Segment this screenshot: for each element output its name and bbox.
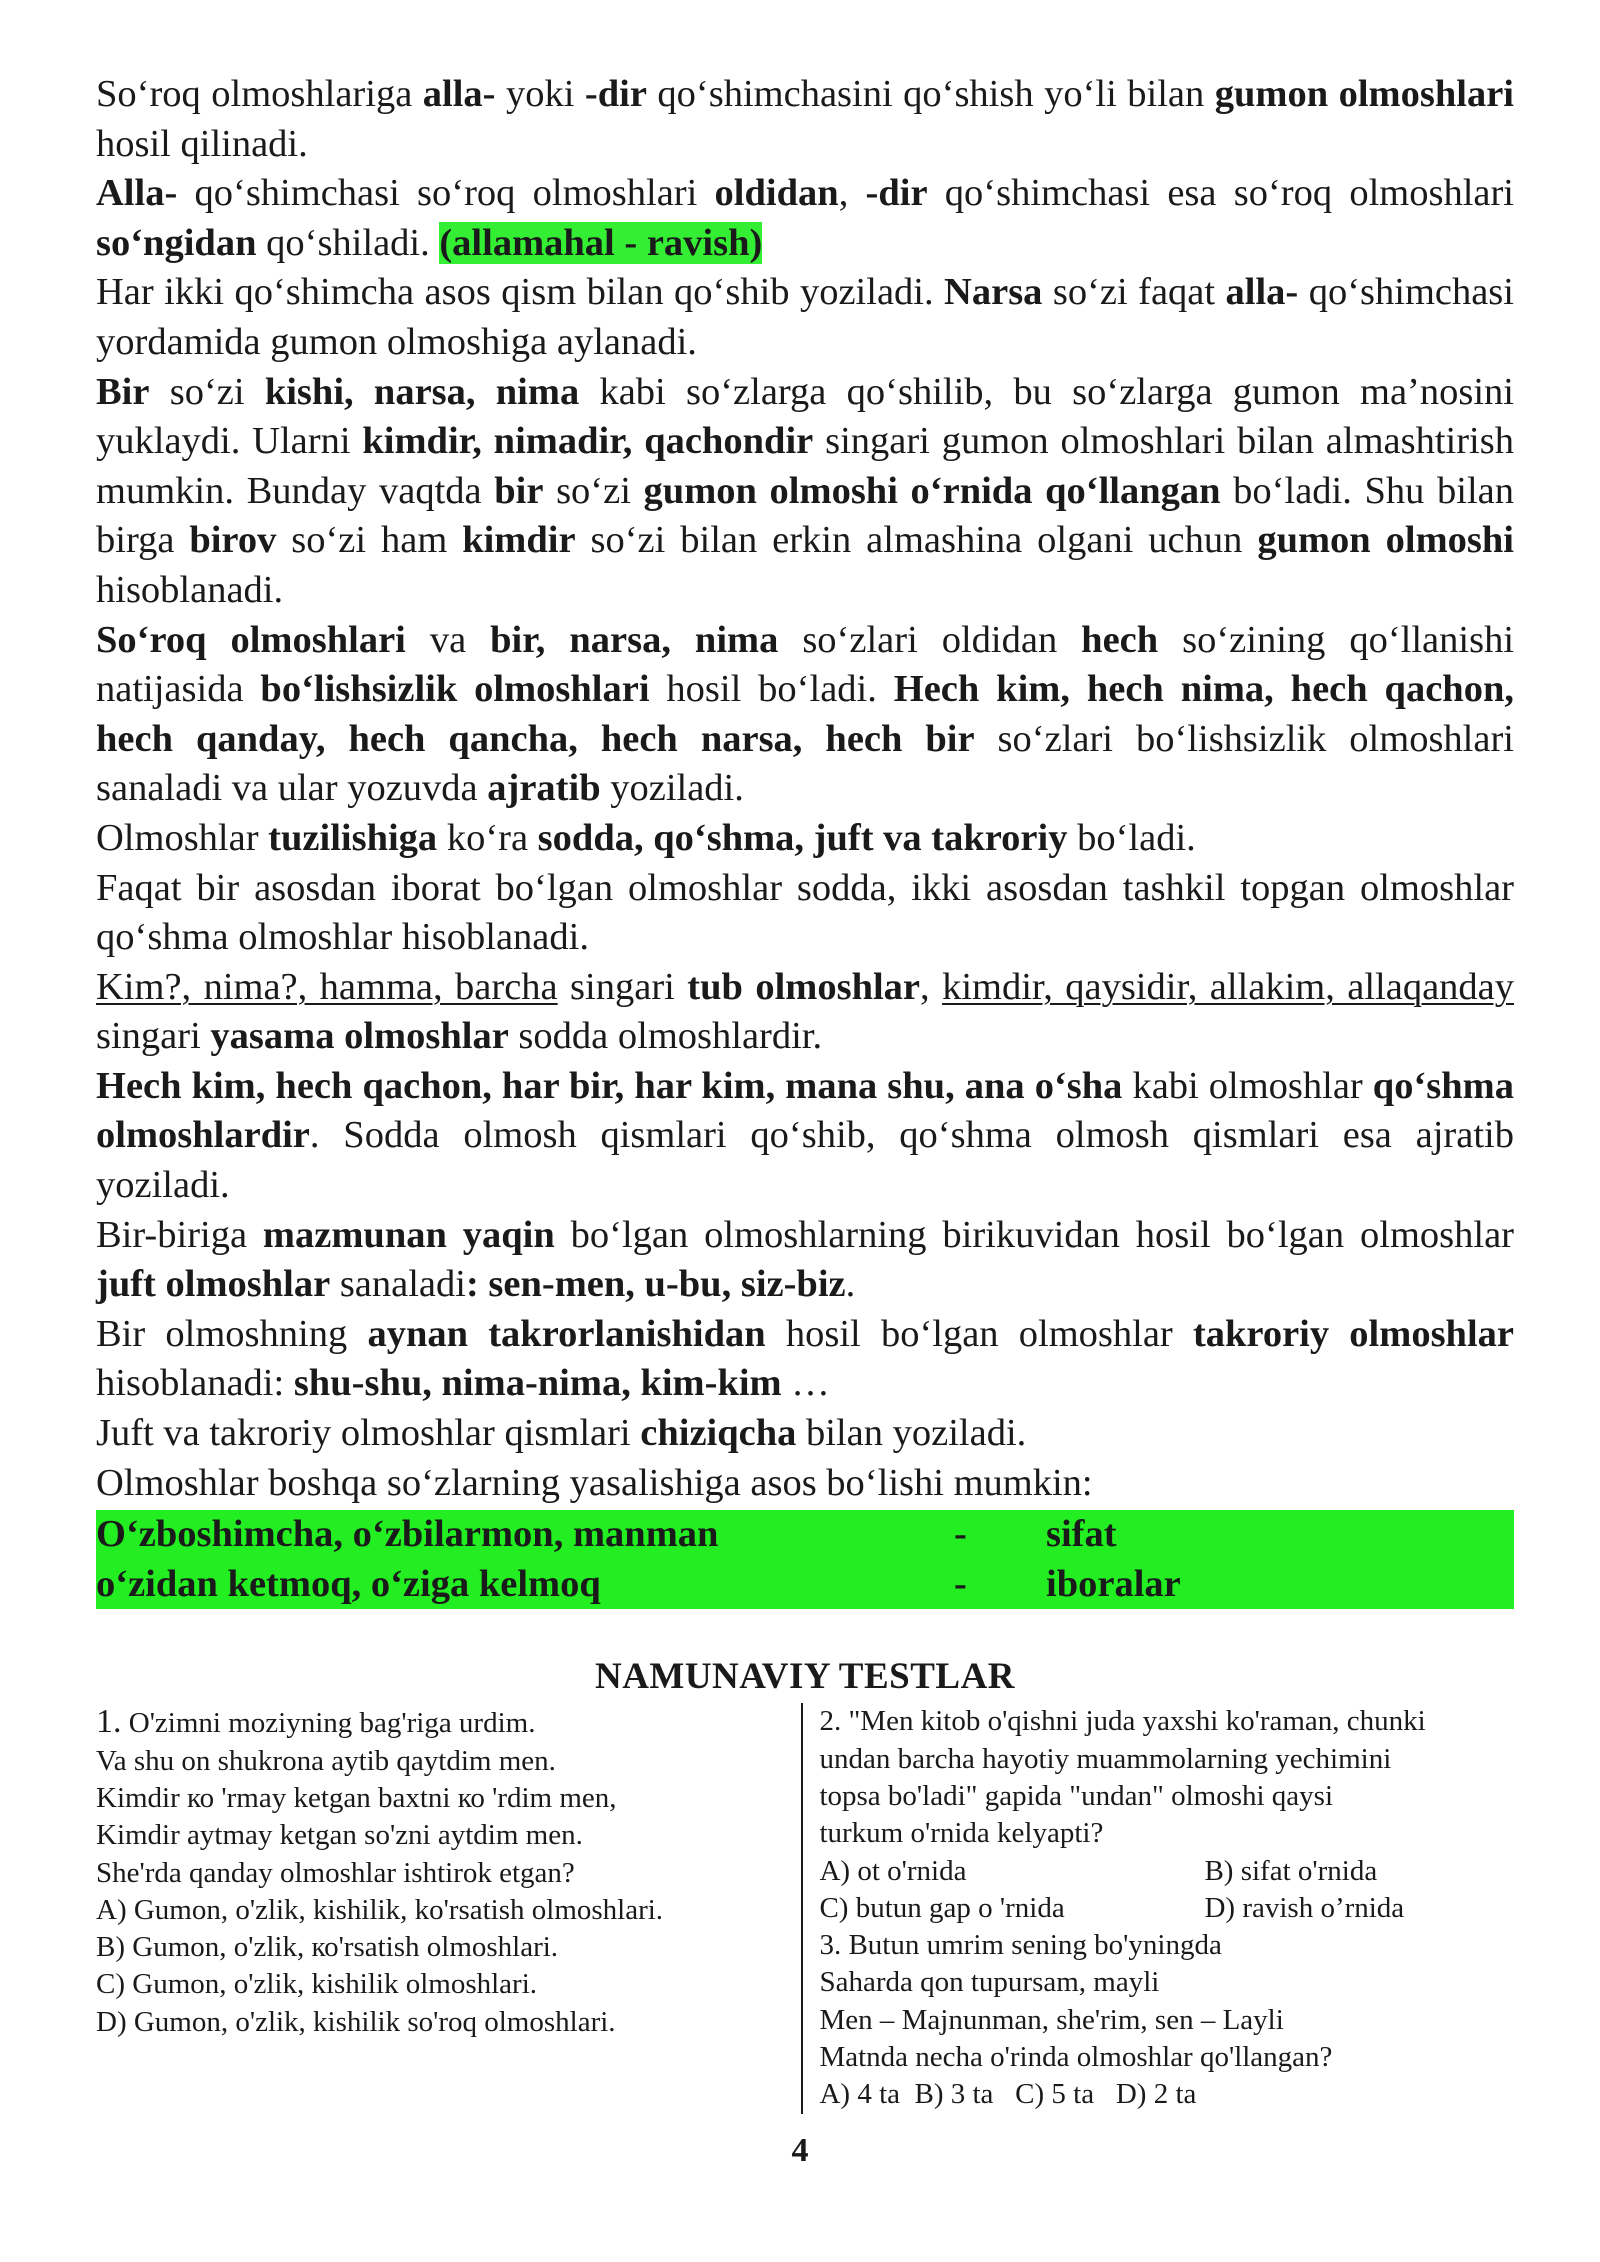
paragraph-3: Har ikki qo‘shimcha asos qism bilan qo‘shib yoziladi. Narsa so‘zi faqat alla- qo‘shimchasi yordamida gumon olmoshiga aylanadi. [96, 271, 1514, 363]
paragraph-9: Hech kim, hech qachon, har bir, har kim, mana shu, ana o‘sha kabi olmoshlar qo‘shma olmoshlardir. Sodda olmosh qismlari qo‘shib, qo‘shma olmosh qismlari esa ajratib yoziladi. [96, 1064, 1514, 1207]
table-cell-result: sifat [1046, 1513, 1117, 1556]
answer-options-row [819, 1853, 1514, 1890]
question-line: 3. Butun umrim sening bo'yningda [819, 1929, 1222, 1962]
table-row [96, 1560, 1514, 1610]
question-line: Va shu on shukrona aytib qaytdim men. [96, 1744, 556, 1777]
answer-options-row: A) 4 ta B) 3 ta C) 5 ta D) 2 ta [819, 2078, 1197, 2111]
paragraph-11: Bir olmoshning aynan takrorlanishidan hosil bo‘lgan olmoshlar takroriy olmoshlar hisoblanadi: shu-shu, nima-nima, kim-kim … [96, 1312, 1514, 1405]
answer-option: B) Gumon, o'zlik, ко'rsatish olmoshlari. [96, 1931, 559, 1964]
test-questions-2-3 [801, 1703, 1514, 2113]
paragraph-8: Kim?, nima?, hamma, barcha singari tub olmoshlar, kimdir, qaysidir, allakim, allaqanday singari yasama olmoshlar sodda olmoshlardir. [96, 965, 1515, 1058]
question-number: 1. [96, 1703, 122, 1741]
question-line: Kimdir aytmay ketgan so'zni aytdim men. [96, 1819, 583, 1852]
answer-option: C) Gumon, o'zlik, kishilik olmoshlari. [96, 1968, 538, 2001]
question-line: turkum o'rnida kelyapti? [819, 1817, 1104, 1850]
paragraph-7: Faqat bir asosdan iborat bo‘lgan olmoshlar sodda, ikki asosdan tashkil topgan olmoshlar qo‘shma olmoshlar hisoblanadi. [96, 866, 1514, 959]
answer-option: C) butun gap o 'rnida [819, 1891, 1065, 1924]
paragraph-5: So‘roq olmoshlari va bir, narsa, nima so‘zlari oldidan hech so‘zining qo‘llanishi natijasida bo‘lishsizlik olmoshlari hosil bo‘ladi. Hech kim, hech nima, hech qachon, hech qanday, hech qancha, hech narsa, hech bir so‘zlari bo‘lishsizlik olmoshlari sanaladi va ular yozuvda ajratib yoziladi. [96, 618, 1515, 810]
table-cell-result: iboralar [1046, 1562, 1181, 1605]
question-line: undan barcha hayotiy muammolarning yechimini [819, 1742, 1392, 1775]
question-line: Saharda qon tupursam, mayli [819, 1966, 1160, 1999]
test-question-1 [96, 1703, 798, 2113]
page-number: 4 [791, 2132, 809, 2169]
answer-option: A) ot o'rnida [819, 1854, 967, 1887]
paragraph-2: Alla- qo‘shimchasi so‘roq olmoshlari oldidan, -dir qo‘shimchasi esa so‘roq olmoshlari so‘ngidan qo‘shiladi. (allamahal - ravish) [96, 172, 1515, 264]
question-line: Kimdir ко 'rmay ketgan baxtni ко 'rdim men, [96, 1782, 617, 1814]
paragraph-4: Bir so‘zi kishi, narsa, nima kabi so‘zlarga qo‘shilib, bu so‘zlarga gumon ma’nosini yuklaydi. Ularni kimdir, nimadir, qachondir singari gumon olmoshlari bilan almashtirish mumkin. Bunday vaqtda bir so‘zi gumon olmoshi o‘rnida qo‘llangan bo‘ladi. Shu bilan birga birov so‘zi ham kimdir so‘zi bilan erkin almashina olgani uchun gumon olmoshi hisoblanadi. [96, 370, 1514, 611]
page-content [96, 70, 1514, 2114]
question-line: She'rda qanday olmoshlar ishtirok etgan? [96, 1856, 575, 1889]
question-line: Matnda necha o'rinda olmoshlar qo'llangan? [819, 2041, 1333, 2074]
answer-option: D) Gumon, o'zlik, kishilik so'roq olmoshlari. [96, 2005, 616, 2038]
tests-title: NAMUNAVIY TESTLAR [594, 1656, 1016, 1698]
table-row [96, 1510, 1514, 1560]
answer-option: D) ravish o’rnida [1204, 1891, 1405, 1924]
answer-option: B) sifat o'rnida [1204, 1854, 1378, 1887]
paragraph-6: Olmoshlar tuzilishiga ko‘ra sodda, qo‘shma, juft va takroriy bo‘ladi. [96, 816, 1196, 859]
paragraph-12: Juft va takroriy olmoshlar qismlari chiziqcha bilan yoziladi. [96, 1412, 1027, 1455]
paragraph-1: So‘roq olmoshlariga alla- yoki -dir qo‘shimchasini qo‘shish yo‘li bilan gumon olmoshlari hosil qilinadi. [96, 73, 1514, 165]
question-line: topsa bo'ladi" gapida "undan" olmoshi qaysi [819, 1780, 1334, 1812]
paragraph-13: Olmoshlar boshqa so‘zlarning yasalishiga asos bo‘lishi mumkin: [96, 1461, 1093, 1504]
table-cell-dash: - [954, 1562, 967, 1605]
question-line: O'zimni moziyning bag'riga urdim. [128, 1707, 536, 1740]
tests-section [96, 1703, 1514, 2113]
question-line: Men – Majnunman, she'rim, sen – Layli [819, 2003, 1284, 2036]
highlighted-note: (allamahal - ravish) [439, 221, 763, 264]
derivation-table [96, 1510, 1514, 1609]
table-cell-dash: - [954, 1513, 967, 1556]
answer-option: A) Gumon, o'zlik, kishilik, ko'rsatish olmoshlari. [96, 1893, 664, 1926]
table-cell-words: O‘zboshimcha, o‘zbilarmon, manman [96, 1513, 719, 1556]
question-line: 2. "Men kitob o'qishni juda yaxshi ko'raman, chunki [819, 1705, 1426, 1738]
table-cell-words: o‘zidan ketmoq, o‘ziga kelmoq [96, 1562, 601, 1605]
paragraph-10: Bir-biriga mazmunan yaqin bo‘lgan olmoshlarning birikuvidan hosil bo‘lgan olmoshlar juft olmoshlar sanaladi: sen-men, u-bu, siz-biz. [96, 1213, 1514, 1306]
answer-options-row [819, 1890, 1514, 1927]
